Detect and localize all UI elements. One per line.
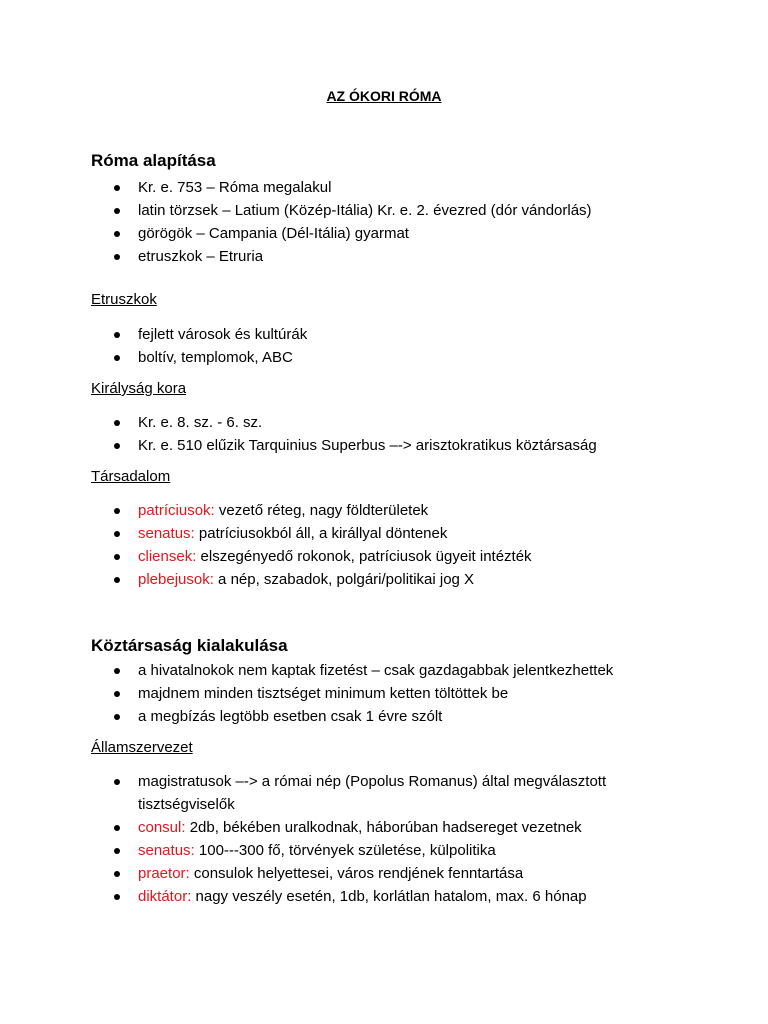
- term-description: consulok helyettesei, város rendjének fenntartása: [189, 865, 524, 882]
- term-description: 2db, békében uralkodnak, háborúban hadsereget vezetnek: [185, 819, 582, 836]
- list-tarsadalom: [91, 499, 691, 591]
- term-description: nagy veszély esetén, 1db, korlátlan hatalom, max. 6 hónap: [191, 888, 587, 905]
- term-description: vezető réteg, nagy földterületek: [214, 502, 429, 519]
- list-item: [91, 499, 691, 522]
- list-item: latin törzsek – Latium (Közép-Itália) Kr. e. 2. évezred (dór vándorlás): [91, 199, 691, 222]
- list-item: boltív, templomok, ABC: [91, 346, 691, 369]
- list-etruszkok: [91, 323, 691, 369]
- list-item: fejlett városok és kultúrák: [91, 323, 691, 346]
- document-title: AZ ÓKORI RÓMA: [326, 88, 442, 104]
- heading-koztarsasag-kialakulasa: Köztársaság kialakulása: [91, 636, 288, 655]
- heading-roma-alapitasa: Róma alapítása: [91, 151, 216, 170]
- list-item: [91, 522, 691, 545]
- term-description: patríciusokból áll, a királlyal döntenek: [194, 525, 448, 542]
- list-item: Kr. e. 8. sz. - 6. sz.: [91, 411, 691, 434]
- list-item: Kr. e. 753 – Róma megalakul: [91, 176, 691, 199]
- list-item: [91, 839, 651, 862]
- term-label: consul:: [138, 819, 186, 836]
- list-item: [91, 545, 691, 568]
- term-label: diktátor:: [138, 888, 192, 905]
- term-description: a nép, szabadok, polgári/politikai jog X: [213, 571, 475, 588]
- term-label: senatus:: [138, 842, 195, 859]
- term-description: elszegényedő rokonok, patríciusok ügyeit intézték: [196, 548, 532, 565]
- term-description: 100---300 fő, törvények születése, külpolitika: [194, 842, 496, 859]
- list-item: etruszkok – Etruria: [91, 245, 691, 268]
- list-item: görögök – Campania (Dél-Itália) gyarmat: [91, 222, 691, 245]
- term-label: patríciusok:: [138, 502, 215, 519]
- list-item: [91, 816, 651, 839]
- list-item: [91, 862, 651, 885]
- list-item: [91, 568, 691, 591]
- term-label: praetor:: [138, 865, 190, 882]
- list-item: Kr. e. 510 elűzik Tarquinius Superbus –-> arisztokratikus köztársaság: [91, 434, 691, 457]
- list-kiralysag-kora: [91, 411, 691, 457]
- term-label: senatus:: [138, 525, 195, 542]
- list-koztarsasag: [91, 659, 691, 728]
- list-item: majdnem minden tisztséget minimum ketten töltöttek be: [91, 682, 691, 705]
- list-roma-alapitasa: [91, 176, 691, 268]
- subheading-tarsadalom: Társadalom: [91, 468, 171, 485]
- subheading-allamszervezet: Államszervezet: [91, 739, 193, 756]
- term-label: cliensek:: [138, 548, 197, 565]
- list-item: a megbízás legtöbb esetben csak 1 évre szólt: [91, 705, 691, 728]
- list-item: magistratusok –-> a római nép (Popolus Romanus) által megválasztott tisztségviselők: [91, 770, 651, 816]
- subheading-kiralysag-kora: Királyság kora: [91, 380, 187, 397]
- list-item: a hivatalnokok nem kaptak fizetést – csak gazdagabbak jelentkezhettek: [91, 659, 691, 682]
- term-label: plebejusok:: [138, 571, 214, 588]
- list-allamszervezet: [91, 770, 651, 908]
- subheading-etruszkok: Etruszkok: [91, 291, 157, 308]
- list-item: [91, 885, 651, 908]
